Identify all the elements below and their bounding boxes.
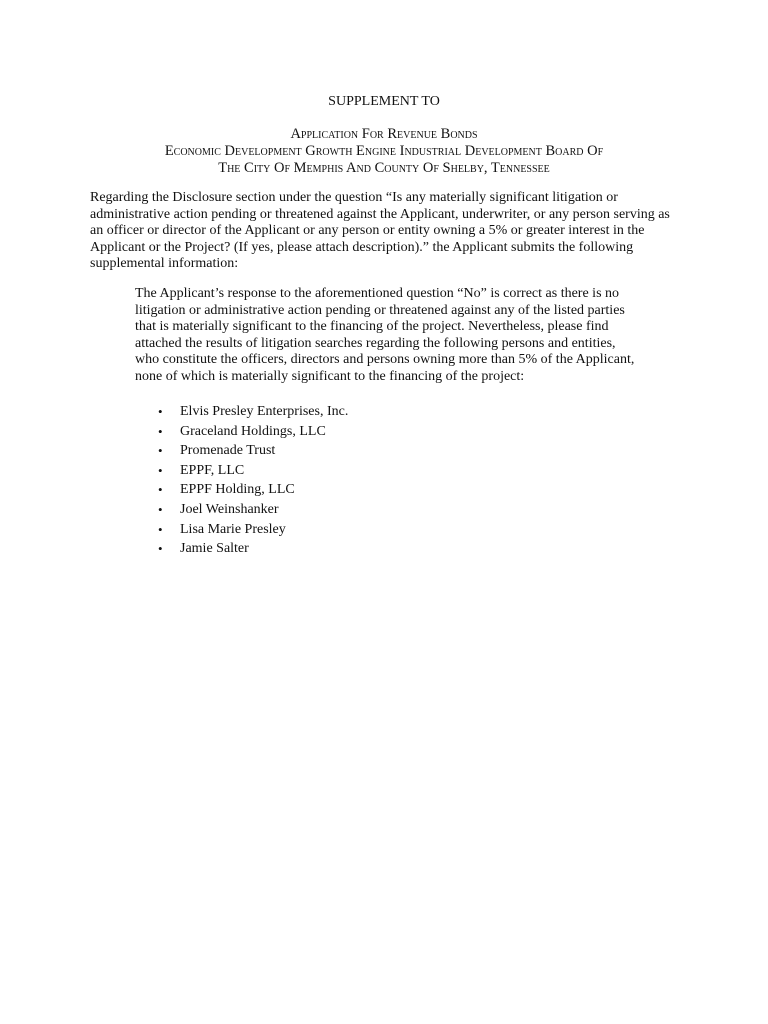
response-line: none of which is materially significant to the financing of the project: — [135, 368, 525, 384]
response-line: The Applicant’s response to the aforementioned question “No” is correct as there is no — [135, 286, 620, 301]
party-name: Jamie Salter — [180, 541, 249, 557]
parties-list — [158, 402, 348, 559]
document-title: SUPPLEMENT TO — [328, 94, 440, 109]
bullet-icon: • — [158, 423, 163, 439]
party-name: Joel Weinshanker — [180, 501, 279, 517]
bullet-icon: • — [158, 521, 163, 537]
response-line: attached the results of litigation searches regarding the following persons and entities, — [135, 335, 616, 351]
intro-paragraph — [90, 190, 690, 273]
bullet-icon: • — [158, 443, 163, 459]
response-line: who constitute the officers, directors and persons owning more than 5% of the Applicant, — [135, 352, 635, 368]
party-name: Elvis Presley Enterprises, Inc. — [180, 404, 349, 419]
list-item — [158, 500, 348, 520]
list-item — [158, 539, 348, 559]
intro-line: an officer or director of the Applicant or any person or entity owning a 5% or greater interest in the — [90, 223, 645, 239]
intro-line: Regarding the Disclosure section under the question “Is any materially significant litigation or — [90, 190, 618, 205]
intro-line: Applicant or the Project? (If yes, please attach description).” the Applicant submits the following — [90, 239, 634, 255]
response-paragraph — [135, 286, 655, 386]
bullet-icon: • — [158, 482, 163, 498]
subtitle-line: Economic Development Growth Engine Industrial Development Board Of — [164, 143, 604, 159]
party-name: Promenade Trust — [180, 443, 276, 459]
bullet-icon: • — [158, 462, 163, 478]
bullet-icon: • — [158, 404, 163, 419]
bullet-icon: • — [158, 541, 163, 557]
intro-line: administrative action pending or threatened against the Applicant, underwriter, or any person serving as — [90, 206, 670, 222]
list-item — [158, 422, 348, 442]
list-item — [158, 402, 348, 422]
party-name: Graceland Holdings, LLC — [180, 423, 326, 439]
bullet-icon: • — [158, 501, 163, 517]
party-name: Lisa Marie Presley — [180, 521, 286, 537]
party-name: EPPF, LLC — [180, 462, 245, 478]
list-item — [158, 441, 348, 461]
subtitle-line: Application For Revenue Bonds — [290, 126, 478, 142]
list-item — [158, 461, 348, 481]
list-item — [158, 480, 348, 500]
intro-line: supplemental information: — [90, 256, 239, 272]
party-name: EPPF Holding, LLC — [180, 482, 295, 498]
subtitle-line: The City Of Memphis And County Of Shelby, Tennessee — [218, 160, 550, 176]
document-subtitle — [0, 126, 768, 177]
response-line: litigation or administrative action pending or threatened against any of the listed parties — [135, 302, 625, 318]
list-item — [158, 520, 348, 540]
response-line: that is materially significant to the financing of the project. Nevertheless, please find — [135, 319, 609, 335]
